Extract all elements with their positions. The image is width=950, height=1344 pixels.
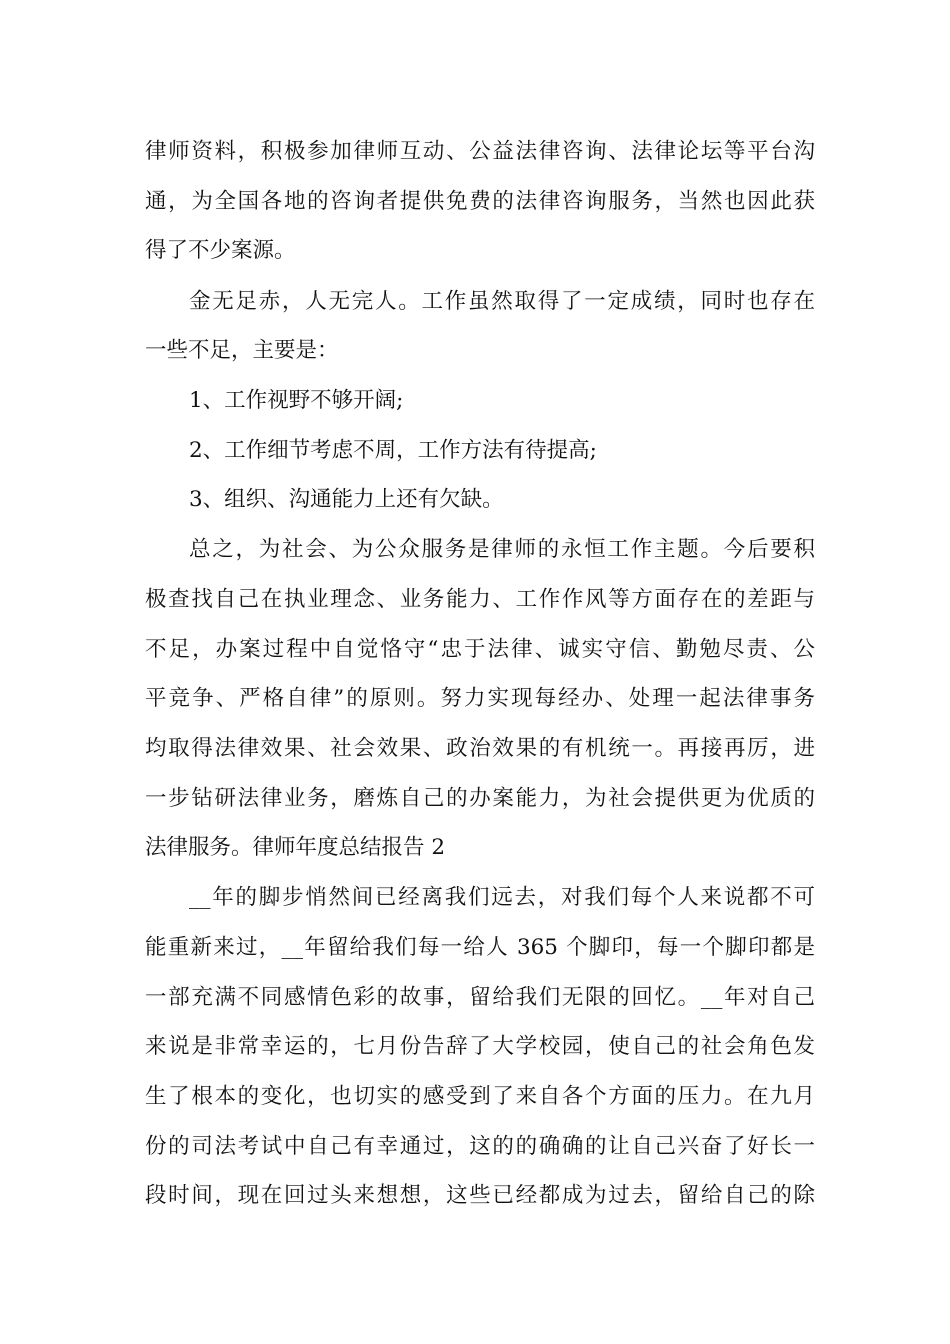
text-line-19: 来说是非常幸运的，七月份告辞了大学校园，使自己的社会角色发: [145, 1034, 815, 1059]
text-line-9: 总之，为社会、为公众服务是律师的永恒工作主题。今后要积: [189, 537, 815, 562]
text-line-20: 生了根本的变化，也切实的感受到了来自各个方面的压力。在九月: [145, 1084, 815, 1109]
text-line-22: 段时间，现在回过头来想想，这些已经都成为过去，留给自己的除: [145, 1183, 815, 1208]
text-line-5: 一些不足，主要是：: [145, 338, 339, 363]
text-line-10: 极查找自己在执业理念、业务能力、工作作风等方面存在的差距与: [145, 587, 815, 612]
text-line-4: 金无足赤，人无完人。工作虽然取得了一定成绩，同时也存在: [189, 289, 815, 314]
list-item-2: 2、工作细节考虑不周，工作方法有待提高;: [189, 438, 597, 463]
text-line-11: 不足，办案过程中自觉恪守“忠于法律、诚实守信、勤勉尽责、公: [145, 637, 815, 662]
text-line-21: 份的司法考试中自己有幸通过，这的的确确的让自己兴奋了好长一: [145, 1134, 815, 1159]
list-item-1: 1、工作视野不够开阔;: [189, 388, 404, 413]
text-line-18: 一部充满不同感情色彩的故事，留给我们无限的回忆。__年对自己: [145, 985, 815, 1010]
text-line-15: 法律服务。律师年度总结报告 2: [145, 835, 446, 860]
text-line-3: 得了不少案源。: [145, 238, 296, 263]
text-line-12: 平竞争、严格自律”的原则。努力实现每经办、处理一起法律事务: [145, 686, 815, 711]
text-line-1: 律师资料，积极参加律师互动、公益法律咨询、法律论坛等平台沟: [145, 139, 815, 164]
text-line-14: 一步钻研法律业务，磨炼自己的办案能力，为社会提供更为优质的: [145, 786, 815, 811]
text-line-13: 均取得法律效果、社会效果、政治效果的有机统一。再接再厉，进: [145, 736, 815, 761]
list-item-3: 3、组织、沟通能力上还有欠缺。: [189, 487, 504, 512]
text-line-16: __年的脚步悄然间已经离我们远去，对我们每个人来说都不可: [189, 885, 815, 910]
text-line-17: 能重新来过，__年留给我们每一给人 365 个脚印，每一个脚印都是: [145, 935, 815, 960]
text-line-2: 通，为全国各地的咨询者提供免费的法律咨询服务，当然也因此获: [145, 189, 815, 214]
